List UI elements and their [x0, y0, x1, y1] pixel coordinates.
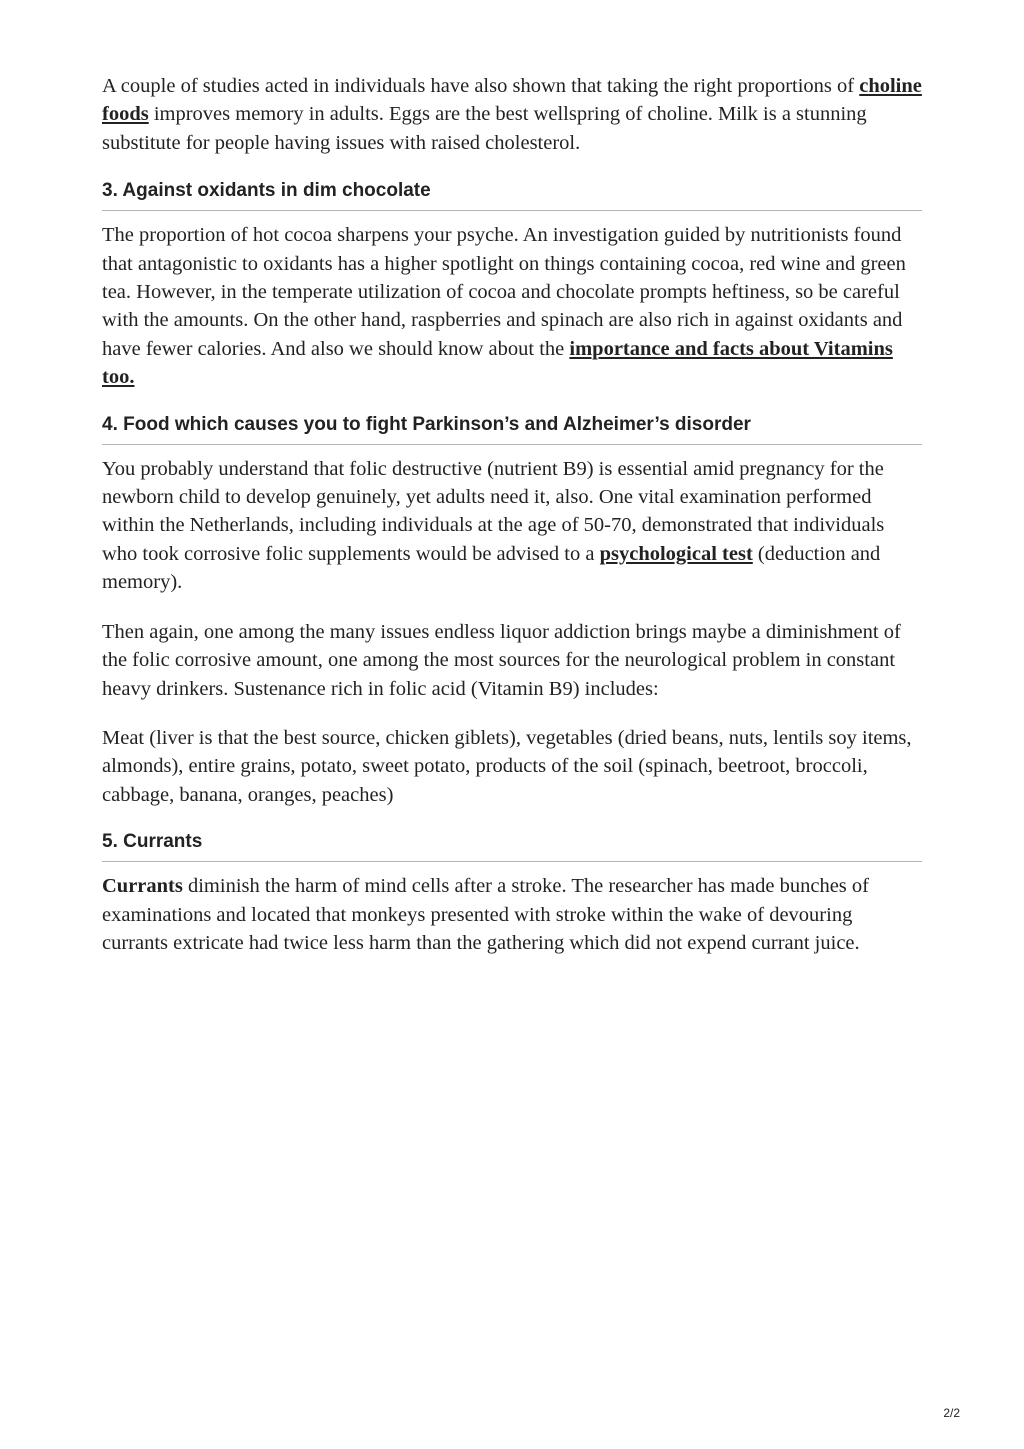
intro-text-post: improves memory in adults. Eggs are the best wellspring of choline. Milk is a stunning substitute for people having issues with raised cholesterol. [102, 103, 867, 154]
currants-bold: Currants [102, 875, 183, 898]
section-5-paragraph [102, 872, 922, 957]
intro-paragraph [102, 72, 922, 157]
section-5-text: diminish the harm of mind cells after a stroke. The researcher has made bunches of examinations and located that monkeys presented with stroke within the wake of devouring currants extricate had twice less harm than the gathering which did not expend currant juice. [102, 875, 869, 954]
section-4-paragraph-2: Then again, one among the many issues endless liquor addiction brings maybe a diminishment of the folic corrosive amount, one among the most sources for the neurological problem in constant heavy drinkers. Sustenance rich in folic acid (Vitamin B9) includes: [102, 620, 901, 700]
section-3-paragraph [102, 221, 922, 391]
psychological-test-link[interactable]: psychological test [599, 542, 753, 565]
section-5-heading: 5. Currants [102, 830, 922, 862]
vitamins-link[interactable]: importance and facts about Vitamins too. [102, 337, 893, 389]
section-4-heading: 4. Food which causes you to fight Parkinson’s and Alzheimer’s disorder [102, 413, 922, 445]
section-4-text-1-post: (deduction and memory). [102, 542, 881, 594]
section-4-text-1: You probably understand that folic destructive (nutrient B9) is essential amid pregnancy for the newborn child to develop genuinely, yet adults need it, also. One vital examination performed within the Netherlands, including individuals at the age of 50-70, demonstrated that individuals who took corrosive folic supplements would be advised to a [102, 457, 885, 565]
intro-text-pre: A couple of studies acted in individuals have also shown that taking the right proportions of [102, 75, 860, 97]
choline-foods-link[interactable]: choline foods [102, 75, 922, 126]
page-number: 2/2 [943, 1406, 960, 1420]
section-3-heading: 3. Against oxidants in dim chocolate [102, 179, 922, 211]
section-4-paragraph-3: Meat (liver is that the best source, chicken giblets), vegetables (dried beans, nuts, lentils soy items, almonds), entire grains, potato, sweet potato, products of the soil (spinach, beetroot, broccoli, cabbage, banana, oranges, peaches) [102, 726, 912, 806]
section-3-text: The proportion of hot cocoa sharpens your psyche. An investigation guided by nutritionists found that antagonistic to oxidants has a higher spotlight on things containing cocoa, red wine and green tea. However, in the temperate utilization of cocoa and chocolate prompts heftiness, so be careful with the amounts. On the other hand, raspberries and spinach are also rich in against oxidants and have fewer calories. And also we should know about the [102, 224, 906, 360]
article-body [102, 72, 922, 978]
section-4-paragraph-1 [102, 455, 922, 597]
